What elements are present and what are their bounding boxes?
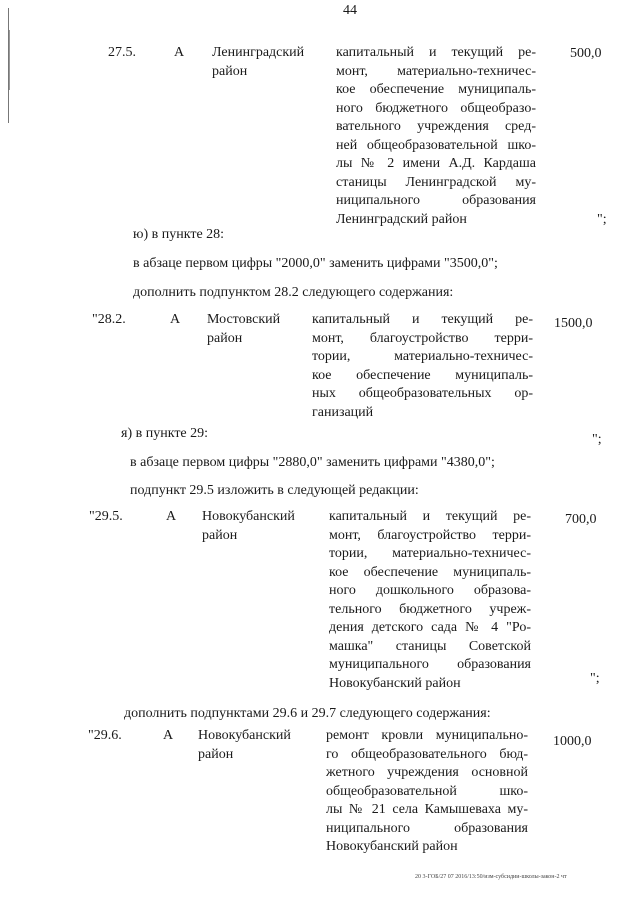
desc-line: тории, материально-техничес- — [312, 349, 533, 364]
desc-line: капитальный и текущий ре- — [329, 509, 531, 524]
desc-line: капитальный и текущий ре- — [312, 312, 533, 327]
footer-filepath: 20 3-ГОБ/27 07 2016/13:50/изм-субсидии-школы-закон-2 чт — [415, 874, 567, 880]
desc-line: Новокубанский район — [329, 675, 461, 691]
item-description — [329, 508, 531, 693]
desc-line: го общеобразовательного бюд- — [326, 746, 528, 762]
desc-line: тельного бюджетного учреж- — [329, 601, 531, 617]
item-district: Новокубанский район — [198, 728, 291, 762]
desc-line: монт, материально-техничес- — [336, 63, 536, 79]
desc-line: ней общеобразовательной шко- — [336, 137, 536, 153]
item-amount: 500,0 — [570, 46, 602, 61]
desc-line: ниципального образования — [326, 820, 528, 836]
item-category: А — [174, 45, 185, 60]
desc-line: машка" станицы Советской — [329, 638, 531, 654]
item-number: "28.2. — [92, 312, 126, 327]
desc-line: вательного учреждения сред- — [336, 119, 536, 134]
item-number: 27.5. — [108, 45, 136, 60]
item-number: "29.5. — [89, 509, 123, 524]
item-description — [326, 727, 528, 857]
item-district: Ленинградский район — [212, 45, 305, 79]
item-description — [336, 44, 536, 229]
paragraph: в абзаце первом цифры "2880,0" заменить цифрами "4380,0"; — [130, 455, 495, 470]
item-description — [312, 311, 533, 422]
desc-line: ганизаций — [312, 404, 374, 420]
desc-line: Ленинградский район — [336, 211, 467, 227]
item-amount: 1000,0 — [553, 734, 592, 749]
desc-line: муниципального образования — [329, 657, 531, 672]
item-district: Новокубанский район — [202, 509, 295, 543]
item-number: "29.6. — [88, 728, 122, 743]
desc-line: кое обеспечение муниципаль- — [336, 82, 536, 97]
desc-line: станицы Ленинградской му- — [336, 174, 536, 190]
desc-line: капитальный и текущий ре- — [336, 45, 536, 60]
paragraph: ю) в пункте 28: — [133, 227, 225, 242]
page-number: 44 — [343, 3, 357, 18]
desc-line: ремонт кровли муниципально- — [326, 728, 528, 743]
desc-line: лы № 21 села Камышеваха му- — [326, 802, 528, 817]
desc-line: тории, материально-техничес- — [329, 546, 531, 561]
desc-line: ного дошкольного образова- — [329, 583, 531, 598]
desc-line: монт, благоустройство терри- — [312, 330, 533, 346]
desc-line: дения детского сада № 4 "Ро- — [329, 620, 531, 635]
item-amount: 1500,0 — [554, 316, 593, 331]
item-category: А — [170, 312, 181, 327]
paragraph: дополнить подпунктом 28.2 следующего содержания: — [133, 285, 454, 300]
desc-line: ниципального образования — [336, 193, 536, 208]
item-amount: 700,0 — [565, 512, 597, 527]
desc-line: ных общеобразовательных ор- — [312, 386, 533, 401]
item-district: Мостовский район — [207, 312, 281, 346]
desc-line: кое обеспечение муниципаль- — [329, 564, 531, 580]
binding-edge-mark-2 — [9, 30, 10, 90]
paragraph: в абзаце первом цифры "2000,0" заменить цифрами "3500,0"; — [133, 256, 498, 271]
paragraph: подпункт 29.5 изложить в следующей редакции: — [130, 483, 419, 498]
paragraph: я) в пункте 29: — [121, 426, 209, 441]
desc-line: лы № 2 имени А.Д. Кардаша — [336, 156, 536, 171]
desc-line: Новокубанский район — [326, 839, 458, 854]
desc-line: ного бюджетного общеобразо- — [336, 100, 536, 116]
quote-tail: "; — [597, 212, 607, 227]
desc-line: монт, благоустройство терри- — [329, 527, 531, 543]
quote-tail: "; — [590, 671, 600, 686]
quote-tail: "; — [592, 432, 602, 447]
desc-line: общеобразовательной шко- — [326, 783, 528, 799]
item-category: А — [166, 509, 177, 524]
item-category: А — [163, 728, 174, 743]
desc-line: кое обеспечение муниципаль- — [312, 367, 533, 383]
paragraph: дополнить подпунктами 29.6 и 29.7 следующего содержания: — [124, 706, 491, 721]
desc-line: жетного учреждения основной — [326, 765, 528, 780]
